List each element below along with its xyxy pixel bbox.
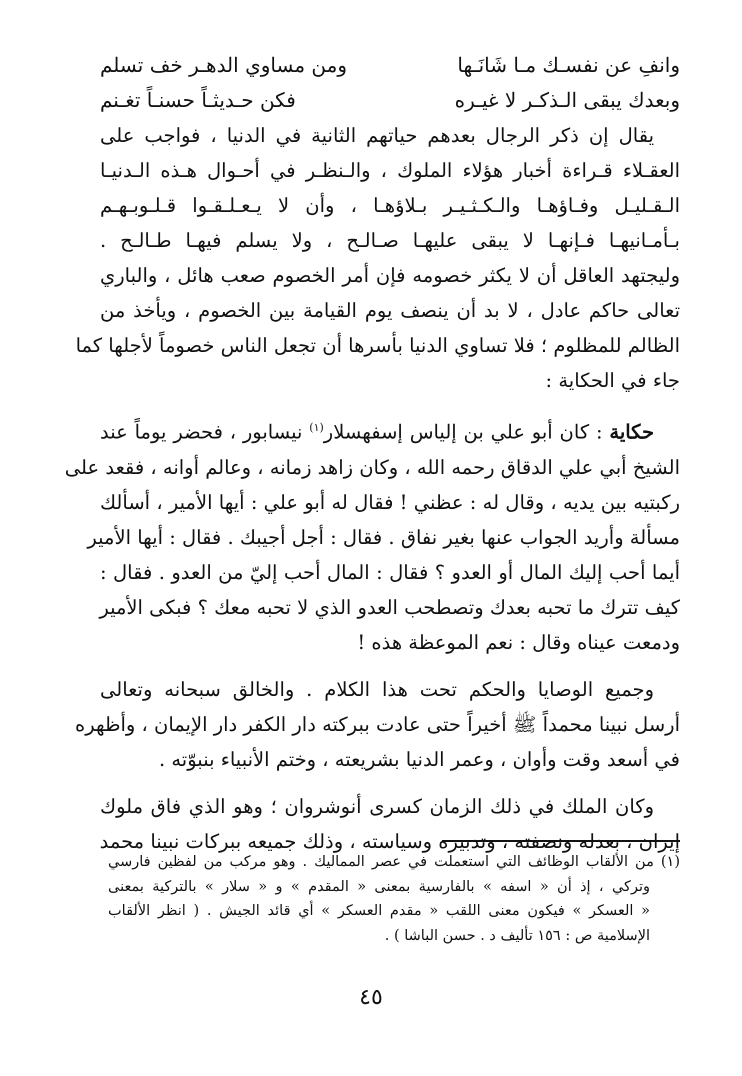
verse-hemistich-right: وانفِ عن نفسـك مـا شَانَـها <box>457 53 680 77</box>
text-line: الـقـليـل وفـاؤهـا والـكـثـيـر بـلاؤهـا ، وأن لا يـعـلـقـوا قـلـوبـهـم <box>100 194 680 217</box>
paragraph-story <box>64 410 680 660</box>
text-line: ركبتيه بين يديه ، وقال له : عظني ! فقال له أبو علي : أيها الأمير ، أسألك <box>100 490 680 514</box>
footnote-line: وتركي ، إذ أن « اسفه » بالفارسية بمعنى « المقدم » و « سلار » بالتركية بمعنى <box>108 878 650 895</box>
paragraph-khosrow <box>100 789 680 859</box>
text-line: إيران ، بعدله ونصفته ، وتدبيره وسياسته ، وذلك جميعه ببركات نبينا محمد <box>99 829 680 853</box>
text-line: تعالى حاكم عادل ، لا بد أن ينصف يوم القيامة بين الخصوم ، ويأخذ من <box>100 299 680 322</box>
text-line: الظالم للمظلوم ؛ فلا تساوي الدنيا بأسرها أن تجعل الناس خصوماً لأجلها كما <box>75 334 680 357</box>
poem-verse-2 <box>100 83 680 118</box>
verse-hemistich-right: وبعدك يبقى الـذكـر لا غيـره <box>454 88 680 112</box>
paragraph-prophet <box>75 672 680 777</box>
page-number: ٤٥ <box>359 985 383 1010</box>
text-line: الشيخ أبي علي الدقاق رحمه الله ، وكان زاهد زمانه ، وعالم أوانه ، فقعد على <box>64 455 680 479</box>
text-line: كيف تترك ما تحبه بعدك وتصطحب العدو الذي لا تحبه معك ؟ فبكى الأمير <box>99 595 680 619</box>
verse-hemistich-left: ومن مساوي الدهـر خف تسلم <box>100 53 347 77</box>
text-line: أيما أحب إليك المال أو العدو ؟ فقال : المال أحب إليّ من العدو . فقال : <box>100 560 680 584</box>
story-first-line-end: نيسابور ، فحضر يوماً عند <box>100 420 303 444</box>
footnote-reference[interactable]: (١) <box>309 421 324 434</box>
text-line: جاء في الحكاية : <box>545 369 680 392</box>
text-line: وجميع الوصايا والحكم تحت هذا الكلام . والخالق سبحانه وتعالى <box>100 677 654 701</box>
text-line: ودمعت عيناه وقال : نعم الموعظة هذه ! <box>357 630 680 654</box>
paragraph-adversaries <box>75 258 680 398</box>
poem-verse-1 <box>100 48 680 83</box>
footnote-line: (١) من الألقاب الوظائف التي استعملت في عصر المماليك . وهو مركب من لفظين فارسي <box>108 854 680 870</box>
text-line: مسألة وأريد الجواب عنها بغير نفاق . فقال : أجل أجيبك . فقال : أيها الأمير <box>87 525 680 549</box>
verse-hemistich-left: فكن حـديثـاً حسنـاً تغـنم <box>100 88 296 112</box>
text-line: وليجتهد العاقل أن لا يكثر خصومه فإن أمر الخصوم صعب هائل ، والباري <box>100 264 680 287</box>
story-label: حكاية <box>609 420 655 444</box>
footnote-separator <box>442 840 680 842</box>
text-line: العقـلاء قـراءة أخبار هؤلاء الملوك ، والـنظـر في أحـوال هـذه الـدنيـا <box>100 159 680 182</box>
text-line: وكان الملك في ذلك الزمان كسرى أنوشروان ؛ وهو الذي فاق ملوك <box>100 794 654 818</box>
footnote-line: « العسكر » فيكون معنى اللقب « مقدم العسكر » أي قائد الجيش . ( انظر الألقاب <box>108 903 650 919</box>
story-first-line-text: : كان أبو علي بن إلياس إسفهسلار <box>323 420 603 444</box>
text-line: بـأمـانيهـا فـإنهـا لا يبقى عليهـا صـالـح ، ولا يسلم فيهـا طـالـح . <box>100 229 680 252</box>
paragraph-remembrance <box>100 118 680 258</box>
page-body <box>64 48 680 859</box>
text-line: أرسل نبينا محمداً ﷺ أخيراً حتى عادت ببركته دار الكفر دار الإيمان ، وأظهره <box>75 712 680 736</box>
footnote-line: الإسلامية ص : ١٥٦ تأليف د . حسن الباشا ) . <box>384 927 650 944</box>
story-first-line <box>100 410 680 450</box>
footnote <box>108 850 680 948</box>
text-line: يقال إن ذكر الرجال بعدهم حياتهم الثانية في الدنيا ، فواجب على <box>100 124 654 147</box>
text-line: في أسعد وقت وأوان ، وعمر الدنيا بشريعته ، وختم الأنبياء بنبوّته . <box>158 747 680 771</box>
